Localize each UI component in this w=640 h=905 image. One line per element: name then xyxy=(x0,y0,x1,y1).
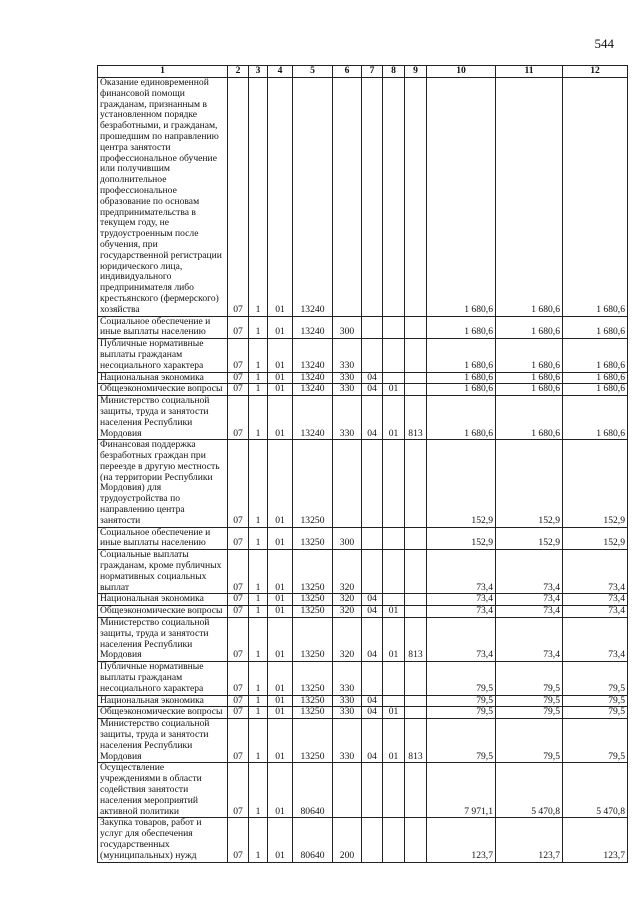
code-cell: 813 xyxy=(405,396,427,440)
code-cell: 813 xyxy=(405,618,427,662)
code-cell: 07 xyxy=(228,550,249,594)
code-cell: 07 xyxy=(228,527,249,550)
code-cell: 13240 xyxy=(293,372,333,384)
code-cell: 813 xyxy=(405,719,427,763)
code-cell: 200 xyxy=(333,818,362,862)
column-header-9: 9 xyxy=(405,66,427,78)
code-cell: 01 xyxy=(268,695,293,707)
code-cell: 04 xyxy=(362,372,383,384)
code-cell: 1 xyxy=(249,618,268,662)
row-name-cell: Общеэкономические вопросы xyxy=(98,606,228,618)
code-cell xyxy=(405,440,427,527)
amount-cell: 79,5 xyxy=(496,695,563,707)
code-cell: 1 xyxy=(249,527,268,550)
code-cell: 01 xyxy=(268,763,293,818)
code-cell: 04 xyxy=(362,707,383,719)
amount-cell: 1 680,6 xyxy=(427,78,496,317)
code-cell: 1 xyxy=(249,372,268,384)
code-cell xyxy=(362,550,383,594)
amount-cell: 79,5 xyxy=(563,662,628,695)
code-cell: 13240 xyxy=(293,396,333,440)
code-cell: 300 xyxy=(333,316,362,339)
code-cell xyxy=(383,339,405,372)
code-cell: 07 xyxy=(228,763,249,818)
code-cell: 13250 xyxy=(293,618,333,662)
amount-cell: 79,5 xyxy=(496,707,563,719)
code-cell: 330 xyxy=(333,695,362,707)
code-cell: 07 xyxy=(228,440,249,527)
row-name-cell: Национальная экономика xyxy=(98,372,228,384)
code-cell: 04 xyxy=(362,594,383,606)
code-cell: 13240 xyxy=(293,384,333,396)
code-cell xyxy=(405,594,427,606)
code-cell: 07 xyxy=(228,396,249,440)
column-header-11: 11 xyxy=(496,66,563,78)
code-cell: 13240 xyxy=(293,339,333,372)
code-cell: 01 xyxy=(383,707,405,719)
amount-cell: 152,9 xyxy=(496,440,563,527)
table-row xyxy=(98,550,628,594)
amount-cell: 7 971,1 xyxy=(427,763,496,818)
code-cell: 01 xyxy=(268,550,293,594)
amount-cell: 5 470,8 xyxy=(563,763,628,818)
column-header-1: 1 xyxy=(98,66,228,78)
table-row xyxy=(98,618,628,662)
code-cell: 13250 xyxy=(293,719,333,763)
amount-cell: 1 680,6 xyxy=(563,78,628,317)
code-cell xyxy=(333,440,362,527)
code-cell xyxy=(362,763,383,818)
code-cell: 1 xyxy=(249,707,268,719)
amount-cell: 1 680,6 xyxy=(563,339,628,372)
page-number: 544 xyxy=(594,36,614,51)
code-cell xyxy=(383,594,405,606)
row-name-cell: Министерство социальной защиты, труда и занятости населения Республики Мордовия xyxy=(98,719,228,763)
amount-cell: 73,4 xyxy=(563,606,628,618)
code-cell xyxy=(405,384,427,396)
amount-cell: 152,9 xyxy=(496,527,563,550)
code-cell: 04 xyxy=(362,695,383,707)
row-name-cell: Национальная экономика xyxy=(98,594,228,606)
code-cell: 01 xyxy=(268,316,293,339)
amount-cell: 73,4 xyxy=(496,618,563,662)
code-cell xyxy=(405,763,427,818)
amount-cell: 1 680,6 xyxy=(496,339,563,372)
code-cell: 1 xyxy=(249,339,268,372)
amount-cell: 1 680,6 xyxy=(563,396,628,440)
code-cell xyxy=(405,316,427,339)
code-cell: 13240 xyxy=(293,316,333,339)
code-cell: 13240 xyxy=(293,78,333,317)
amount-cell: 79,5 xyxy=(427,719,496,763)
code-cell xyxy=(362,527,383,550)
code-cell xyxy=(383,818,405,862)
row-name-cell: Публичные нормативные выплаты гражданам несоциального характера xyxy=(98,662,228,695)
amount-cell: 73,4 xyxy=(427,550,496,594)
code-cell xyxy=(383,550,405,594)
code-cell: 320 xyxy=(333,550,362,594)
code-cell xyxy=(405,527,427,550)
code-cell: 01 xyxy=(268,818,293,862)
amount-cell: 1 680,6 xyxy=(496,78,563,317)
code-cell: 07 xyxy=(228,606,249,618)
amount-cell: 79,5 xyxy=(496,719,563,763)
amount-cell: 1 680,6 xyxy=(427,384,496,396)
code-cell: 300 xyxy=(333,527,362,550)
code-cell: 01 xyxy=(268,707,293,719)
code-cell: 1 xyxy=(249,384,268,396)
code-cell: 01 xyxy=(268,339,293,372)
amount-cell: 152,9 xyxy=(427,527,496,550)
code-cell: 07 xyxy=(228,384,249,396)
code-cell: 13250 xyxy=(293,606,333,618)
code-cell: 01 xyxy=(268,384,293,396)
column-header-12: 12 xyxy=(563,66,628,78)
code-cell: 320 xyxy=(333,618,362,662)
table-row xyxy=(98,78,628,317)
code-cell: 320 xyxy=(333,606,362,618)
code-cell: 1 xyxy=(249,78,268,317)
code-cell: 07 xyxy=(228,695,249,707)
code-cell xyxy=(405,78,427,317)
code-cell xyxy=(405,550,427,594)
amount-cell: 73,4 xyxy=(563,550,628,594)
code-cell: 330 xyxy=(333,707,362,719)
column-header-7: 7 xyxy=(362,66,383,78)
code-cell: 04 xyxy=(362,618,383,662)
amount-cell: 79,5 xyxy=(563,695,628,707)
code-cell xyxy=(362,78,383,317)
column-header-4: 4 xyxy=(268,66,293,78)
code-cell: 1 xyxy=(249,440,268,527)
code-cell: 1 xyxy=(249,606,268,618)
code-cell: 330 xyxy=(333,662,362,695)
code-cell xyxy=(362,662,383,695)
code-cell xyxy=(405,707,427,719)
code-cell: 01 xyxy=(383,606,405,618)
code-cell xyxy=(383,662,405,695)
column-header-10: 10 xyxy=(427,66,496,78)
code-cell: 330 xyxy=(333,372,362,384)
code-cell: 01 xyxy=(268,606,293,618)
code-cell xyxy=(405,606,427,618)
code-cell: 01 xyxy=(268,396,293,440)
code-cell xyxy=(383,316,405,339)
code-cell: 13250 xyxy=(293,440,333,527)
amount-cell: 1 680,6 xyxy=(563,384,628,396)
code-cell: 1 xyxy=(249,396,268,440)
code-cell: 01 xyxy=(383,396,405,440)
table-row xyxy=(98,594,628,606)
code-cell: 07 xyxy=(228,594,249,606)
code-cell xyxy=(333,78,362,317)
amount-cell: 123,7 xyxy=(563,818,628,862)
table-row xyxy=(98,440,628,527)
code-cell xyxy=(362,440,383,527)
code-cell xyxy=(383,763,405,818)
row-name-cell: Министерство социальной защиты, труда и занятости населения Республики Мордовия xyxy=(98,396,228,440)
amount-cell: 73,4 xyxy=(563,594,628,606)
code-cell xyxy=(405,662,427,695)
code-cell: 07 xyxy=(228,818,249,862)
code-cell xyxy=(405,339,427,372)
amount-cell: 1 680,6 xyxy=(496,316,563,339)
row-name-cell: Закупка товаров, работ и услуг для обеспечения государственных (муниципальных) нужд xyxy=(98,818,228,862)
table-row xyxy=(98,316,628,339)
code-cell: 13250 xyxy=(293,707,333,719)
code-cell: 1 xyxy=(249,594,268,606)
code-cell xyxy=(405,372,427,384)
code-cell: 04 xyxy=(362,719,383,763)
code-cell: 330 xyxy=(333,339,362,372)
row-name-cell: Общеэкономические вопросы xyxy=(98,384,228,396)
code-cell: 07 xyxy=(228,707,249,719)
amount-cell: 1 680,6 xyxy=(563,372,628,384)
code-cell: 1 xyxy=(249,550,268,594)
amount-cell: 152,9 xyxy=(563,527,628,550)
table-row xyxy=(98,719,628,763)
code-cell: 07 xyxy=(228,372,249,384)
code-cell: 320 xyxy=(333,594,362,606)
table-row xyxy=(98,527,628,550)
row-name-cell: Осуществление учреждениями в области содействия занятости населения мероприятий активной политики xyxy=(98,763,228,818)
amount-cell: 73,4 xyxy=(496,594,563,606)
column-header-8: 8 xyxy=(383,66,405,78)
code-cell: 07 xyxy=(228,618,249,662)
row-name-cell: Публичные нормативные выплаты гражданам несоциального характера xyxy=(98,339,228,372)
code-cell: 13250 xyxy=(293,695,333,707)
amount-cell: 79,5 xyxy=(496,662,563,695)
amount-cell: 1 680,6 xyxy=(563,316,628,339)
amount-cell: 1 680,6 xyxy=(496,372,563,384)
code-cell: 1 xyxy=(249,763,268,818)
code-cell: 13250 xyxy=(293,527,333,550)
table-row xyxy=(98,818,628,862)
amount-cell: 73,4 xyxy=(563,618,628,662)
code-cell: 1 xyxy=(249,719,268,763)
row-name-cell: Социальные выплаты гражданам, кроме публичных нормативных социальных выплат xyxy=(98,550,228,594)
code-cell: 01 xyxy=(268,78,293,317)
code-cell: 07 xyxy=(228,662,249,695)
code-cell: 13250 xyxy=(293,662,333,695)
code-cell: 1 xyxy=(249,695,268,707)
row-name-cell: Социальное обеспечение и иные выплаты населению xyxy=(98,316,228,339)
code-cell: 04 xyxy=(362,384,383,396)
code-cell: 07 xyxy=(228,339,249,372)
amount-cell: 123,7 xyxy=(496,818,563,862)
header-row xyxy=(98,66,628,78)
code-cell: 330 xyxy=(333,396,362,440)
code-cell: 1 xyxy=(249,662,268,695)
amount-cell: 79,5 xyxy=(563,719,628,763)
budget-table xyxy=(97,65,628,863)
amount-cell: 73,4 xyxy=(427,618,496,662)
code-cell xyxy=(333,763,362,818)
code-cell xyxy=(383,527,405,550)
amount-cell: 1 680,6 xyxy=(496,396,563,440)
code-cell: 01 xyxy=(268,594,293,606)
amount-cell: 73,4 xyxy=(496,606,563,618)
code-cell xyxy=(383,372,405,384)
code-cell: 1 xyxy=(249,316,268,339)
row-name-cell: Социальное обеспечение и иные выплаты населению xyxy=(98,527,228,550)
table-row xyxy=(98,384,628,396)
amount-cell: 79,5 xyxy=(427,695,496,707)
code-cell xyxy=(405,818,427,862)
code-cell: 04 xyxy=(362,396,383,440)
row-name-cell: Национальная экономика xyxy=(98,695,228,707)
code-cell: 330 xyxy=(333,719,362,763)
code-cell: 01 xyxy=(268,440,293,527)
amount-cell: 79,5 xyxy=(563,707,628,719)
code-cell: 80640 xyxy=(293,818,333,862)
code-cell: 01 xyxy=(268,662,293,695)
row-name-cell: Министерство социальной защиты, труда и занятости населения Республики Мордовия xyxy=(98,618,228,662)
column-header-3: 3 xyxy=(249,66,268,78)
amount-cell: 79,5 xyxy=(427,707,496,719)
amount-cell: 152,9 xyxy=(563,440,628,527)
amount-cell: 73,4 xyxy=(427,606,496,618)
code-cell xyxy=(362,339,383,372)
amount-cell: 79,5 xyxy=(427,662,496,695)
amount-cell: 123,7 xyxy=(427,818,496,862)
amount-cell: 1 680,6 xyxy=(427,396,496,440)
code-cell xyxy=(362,818,383,862)
code-cell: 01 xyxy=(383,719,405,763)
amount-cell: 1 680,6 xyxy=(427,372,496,384)
code-cell: 13250 xyxy=(293,594,333,606)
code-cell: 01 xyxy=(268,719,293,763)
code-cell xyxy=(405,695,427,707)
amount-cell: 73,4 xyxy=(427,594,496,606)
code-cell: 01 xyxy=(383,618,405,662)
code-cell: 80640 xyxy=(293,763,333,818)
table-row xyxy=(98,662,628,695)
code-cell: 1 xyxy=(249,818,268,862)
row-name-cell: Оказание единовременной финансовой помощи гражданам, признанным в установленном порядке безработными, и гражданам, прошедшим по направлению центра занятости профессиональное обучение или получившим дополнительное профессиональное образование по основам предпринимательства в текущем году, не трудоустроенным после обучения, при государственной регистрации юридического лица, индивидуального предпринимателя либо крестьянского (фермерского) хозяйства xyxy=(98,78,228,317)
amount-cell: 73,4 xyxy=(496,550,563,594)
column-header-5: 5 xyxy=(293,66,333,78)
code-cell: 01 xyxy=(383,384,405,396)
table-row xyxy=(98,396,628,440)
amount-cell: 1 680,6 xyxy=(496,384,563,396)
table-row xyxy=(98,339,628,372)
table-row xyxy=(98,707,628,719)
code-cell xyxy=(362,316,383,339)
table-row xyxy=(98,695,628,707)
amount-cell: 1 680,6 xyxy=(427,339,496,372)
table-row xyxy=(98,372,628,384)
code-cell xyxy=(383,440,405,527)
amount-cell: 5 470,8 xyxy=(496,763,563,818)
code-cell xyxy=(383,695,405,707)
code-cell: 04 xyxy=(362,606,383,618)
table-row xyxy=(98,763,628,818)
amount-cell: 152,9 xyxy=(427,440,496,527)
code-cell: 07 xyxy=(228,316,249,339)
column-header-2: 2 xyxy=(228,66,249,78)
code-cell: 07 xyxy=(228,719,249,763)
code-cell: 01 xyxy=(268,372,293,384)
table-row xyxy=(98,606,628,618)
amount-cell: 1 680,6 xyxy=(427,316,496,339)
code-cell xyxy=(383,78,405,317)
code-cell: 01 xyxy=(268,618,293,662)
code-cell: 13250 xyxy=(293,550,333,594)
code-cell: 07 xyxy=(228,78,249,317)
code-cell: 330 xyxy=(333,384,362,396)
row-name-cell: Финансовая поддержка безработных граждан при переезде в другую местность (на территории Республики Мордовия) для трудоустройства по направлению центра занятости xyxy=(98,440,228,527)
row-name-cell: Общеэкономические вопросы xyxy=(98,707,228,719)
column-header-6: 6 xyxy=(333,66,362,78)
code-cell: 01 xyxy=(268,527,293,550)
